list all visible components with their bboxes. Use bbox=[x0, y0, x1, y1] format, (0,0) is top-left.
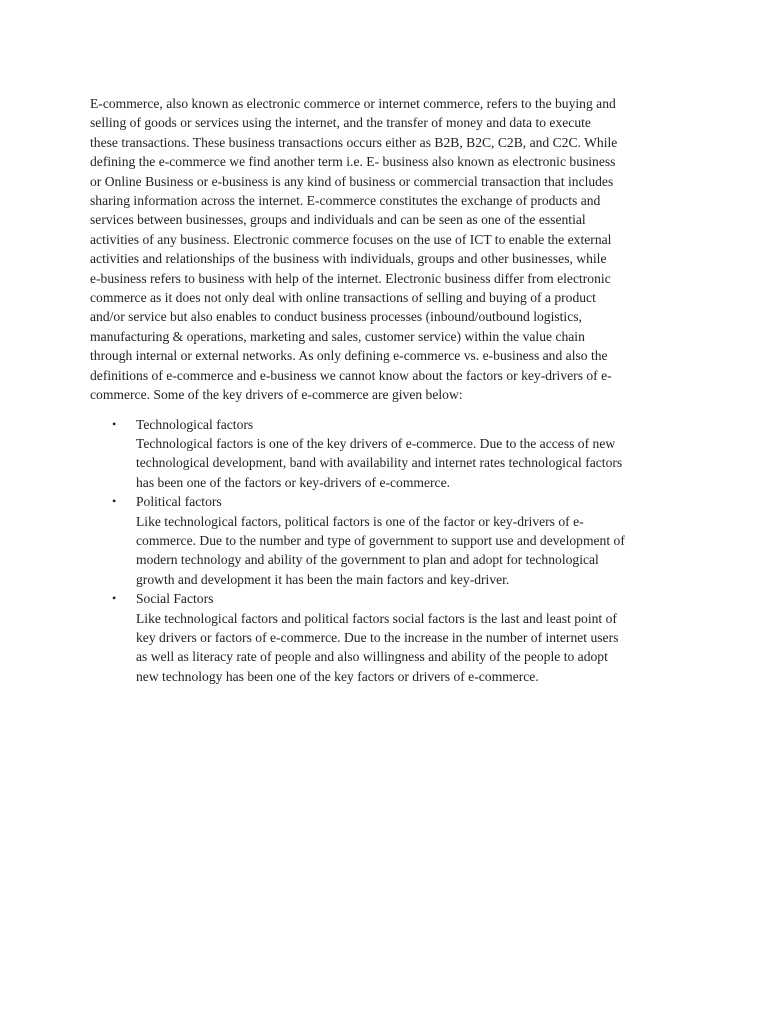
text-line: or Online Business or e-business is any kind of business or commercial transaction that includes bbox=[90, 173, 614, 189]
list-item-political-factors bbox=[90, 492, 690, 589]
text-line: activities and relationships of the business with individuals, groups and other businesses, while bbox=[90, 251, 607, 267]
factor-title: Political factors bbox=[136, 494, 222, 510]
bullet-icon: • bbox=[112, 591, 117, 606]
text-line: activities of any business. Electronic commerce focuses on the use of ICT to enable the external bbox=[90, 231, 612, 247]
text-line: new technology has been one of the key factors or drivers of e-commerce. bbox=[136, 668, 539, 684]
list-item-social-factors bbox=[90, 589, 690, 686]
bullet-icon: • bbox=[112, 494, 117, 509]
text-line: services between businesses, groups and individuals and can be seen as one of the essential bbox=[90, 212, 586, 228]
text-line: E-commerce, also known as electronic commerce or internet commerce, refers to the buying and bbox=[90, 96, 616, 111]
text-line: key drivers or factors of e-commerce. Due to the increase in the number of internet users bbox=[136, 629, 619, 645]
text-line: Like technological factors and political factors social factors is the last and least point of bbox=[136, 610, 617, 626]
intro-paragraph bbox=[90, 94, 690, 405]
text-line: has been one of the factors or key-drivers of e-commerce. bbox=[136, 474, 451, 490]
bullet-icon: • bbox=[112, 416, 117, 431]
text-line: sharing information across the internet. E-commerce constitutes the exchange of products and bbox=[90, 193, 601, 209]
document-body bbox=[90, 94, 690, 686]
text-line: commerce as it does not only deal with online transactions of selling and buying of a product bbox=[90, 290, 596, 306]
text-line: commerce. Some of the key drivers of e-commerce are given below: bbox=[90, 387, 463, 403]
factor-description bbox=[136, 434, 690, 492]
text-line: Like technological factors, political factors is one of the factor or key-drivers of e- bbox=[136, 513, 584, 529]
text-line: these transactions. These business transactions occurs either as B2B, B2C, C2B, and C2C. While bbox=[90, 134, 618, 150]
text-line: e-business refers to business with help of the internet. Electronic business differ from electronic bbox=[90, 270, 611, 286]
factor-title: Social Factors bbox=[136, 591, 214, 607]
factor-title: Technological factors bbox=[136, 416, 254, 432]
text-line: Technological factors is one of the key drivers of e-commerce. Due to the access of new bbox=[136, 435, 616, 451]
text-line: through internal or external networks. As only defining e-commerce vs. e-business and also the bbox=[90, 348, 608, 364]
text-line: as well as literacy rate of people and also willingness and ability of the people to adopt bbox=[136, 649, 608, 665]
factor-description bbox=[136, 609, 690, 687]
text-line: growth and development it has been the main factors and key-driver. bbox=[136, 571, 510, 587]
text-line: and/or service but also enables to conduct business processes (inbound/outbound logistics, bbox=[90, 309, 582, 325]
text-line: defining the e-commerce we find another term i.e. E- business also known as electronic business bbox=[90, 154, 616, 170]
text-line: modern technology and ability of the government to plan and adopt for technological bbox=[136, 552, 599, 568]
text-line: selling of goods or services using the internet, and the transfer of money and data to execute bbox=[90, 115, 591, 131]
text-line: manufacturing & operations, marketing and sales, customer service) within the value chain bbox=[90, 328, 585, 344]
factor-description bbox=[136, 512, 690, 590]
list-item-technological-factors bbox=[90, 415, 690, 493]
text-line: commerce. Due to the number and type of government to support use and development of bbox=[136, 532, 625, 548]
text-line: technological development, band with availability and internet rates technological factors bbox=[136, 455, 623, 471]
text-line: definitions of e-commerce and e-business we cannot know about the factors or key-drivers of e- bbox=[90, 367, 612, 383]
key-drivers-list bbox=[90, 415, 690, 687]
